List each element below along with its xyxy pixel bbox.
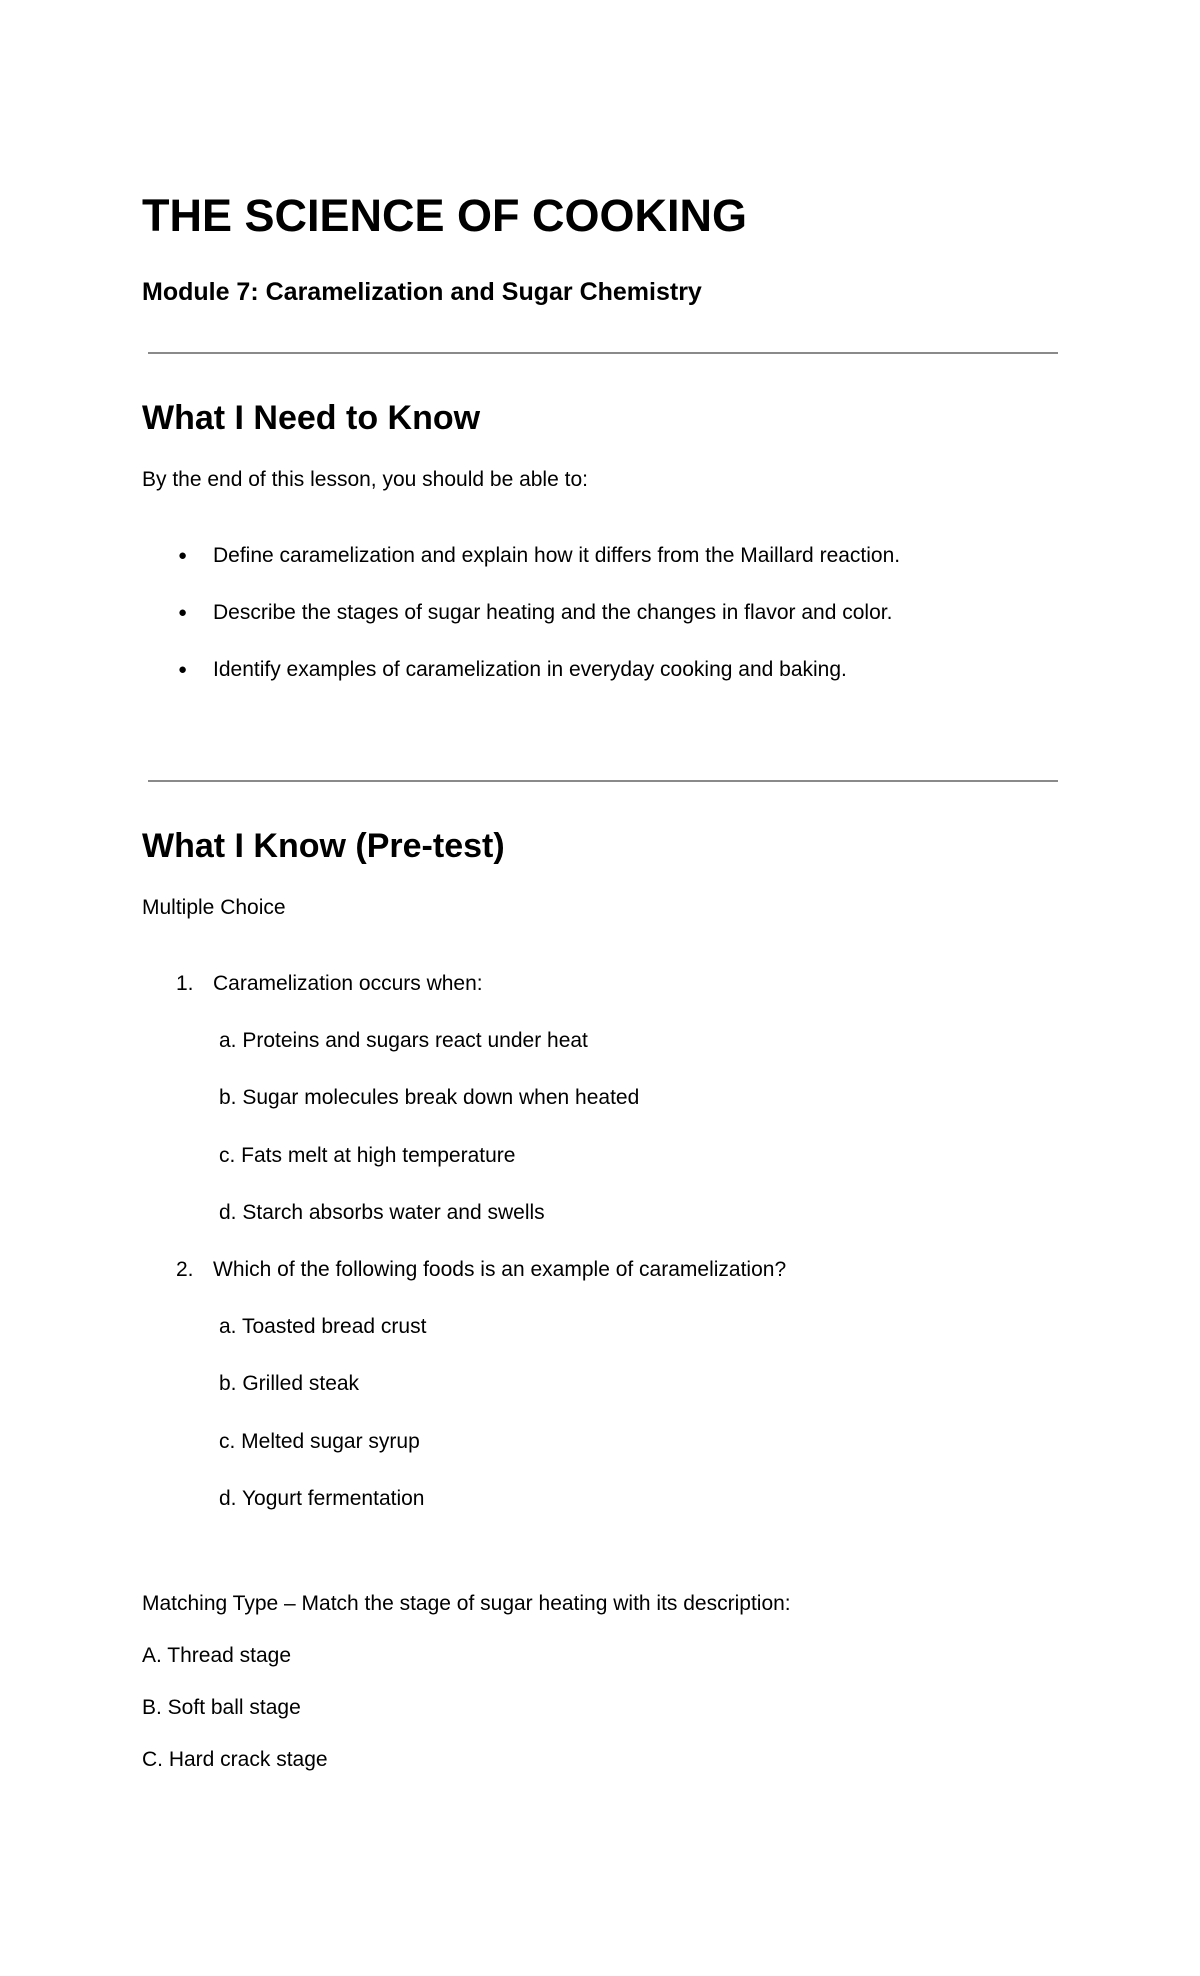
question-text: Caramelization occurs when: <box>213 972 483 995</box>
bullet-icon: ● <box>178 547 188 564</box>
module-subtitle: Module 7: Caramelization and Sugar Chemistry <box>142 278 702 306</box>
matching-item: B. Soft ball stage <box>142 1696 301 1719</box>
bullet-icon: ● <box>178 604 188 621</box>
answer-option: d. Yogurt fermentation <box>219 1487 425 1510</box>
bullet-icon: ● <box>178 661 188 678</box>
matching-item: C. Hard crack stage <box>142 1748 328 1771</box>
question-number: 1. <box>176 972 194 995</box>
objective-text: Define caramelization and explain how it differs from the Maillard reaction. <box>213 544 901 567</box>
section-divider <box>148 780 1058 782</box>
answer-option: b. Sugar molecules break down when heated <box>219 1086 640 1109</box>
matching-item: A. Thread stage <box>142 1644 292 1667</box>
objective-text: Identify examples of caramelization in everyday cooking and baking. <box>213 658 847 681</box>
answer-option: d. Starch absorbs water and swells <box>219 1201 545 1224</box>
objectives-intro: By the end of this lesson, you should be able to: <box>142 468 588 491</box>
need-to-know-heading: What I Need to Know <box>142 399 481 437</box>
pretest-heading: What I Know (Pre-test) <box>142 827 505 865</box>
question-number: 2. <box>176 1258 194 1281</box>
answer-option: a. Toasted bread crust <box>219 1315 427 1338</box>
objective-text: Describe the stages of sugar heating and the changes in flavor and color. <box>213 601 893 624</box>
answer-option: c. Fats melt at high temperature <box>219 1144 516 1167</box>
answer-option: c. Melted sugar syrup <box>219 1430 420 1453</box>
multiple-choice-label: Multiple Choice <box>142 896 286 919</box>
question-text: Which of the following foods is an example of caramelization? <box>213 1258 787 1281</box>
document-title: THE SCIENCE OF COOKING <box>142 190 748 241</box>
matching-instruction: Matching Type – Match the stage of sugar heating with its description: <box>142 1592 791 1615</box>
answer-option: a. Proteins and sugars react under heat <box>219 1029 588 1052</box>
answer-option: b. Grilled steak <box>219 1372 360 1395</box>
section-divider <box>148 352 1058 354</box>
